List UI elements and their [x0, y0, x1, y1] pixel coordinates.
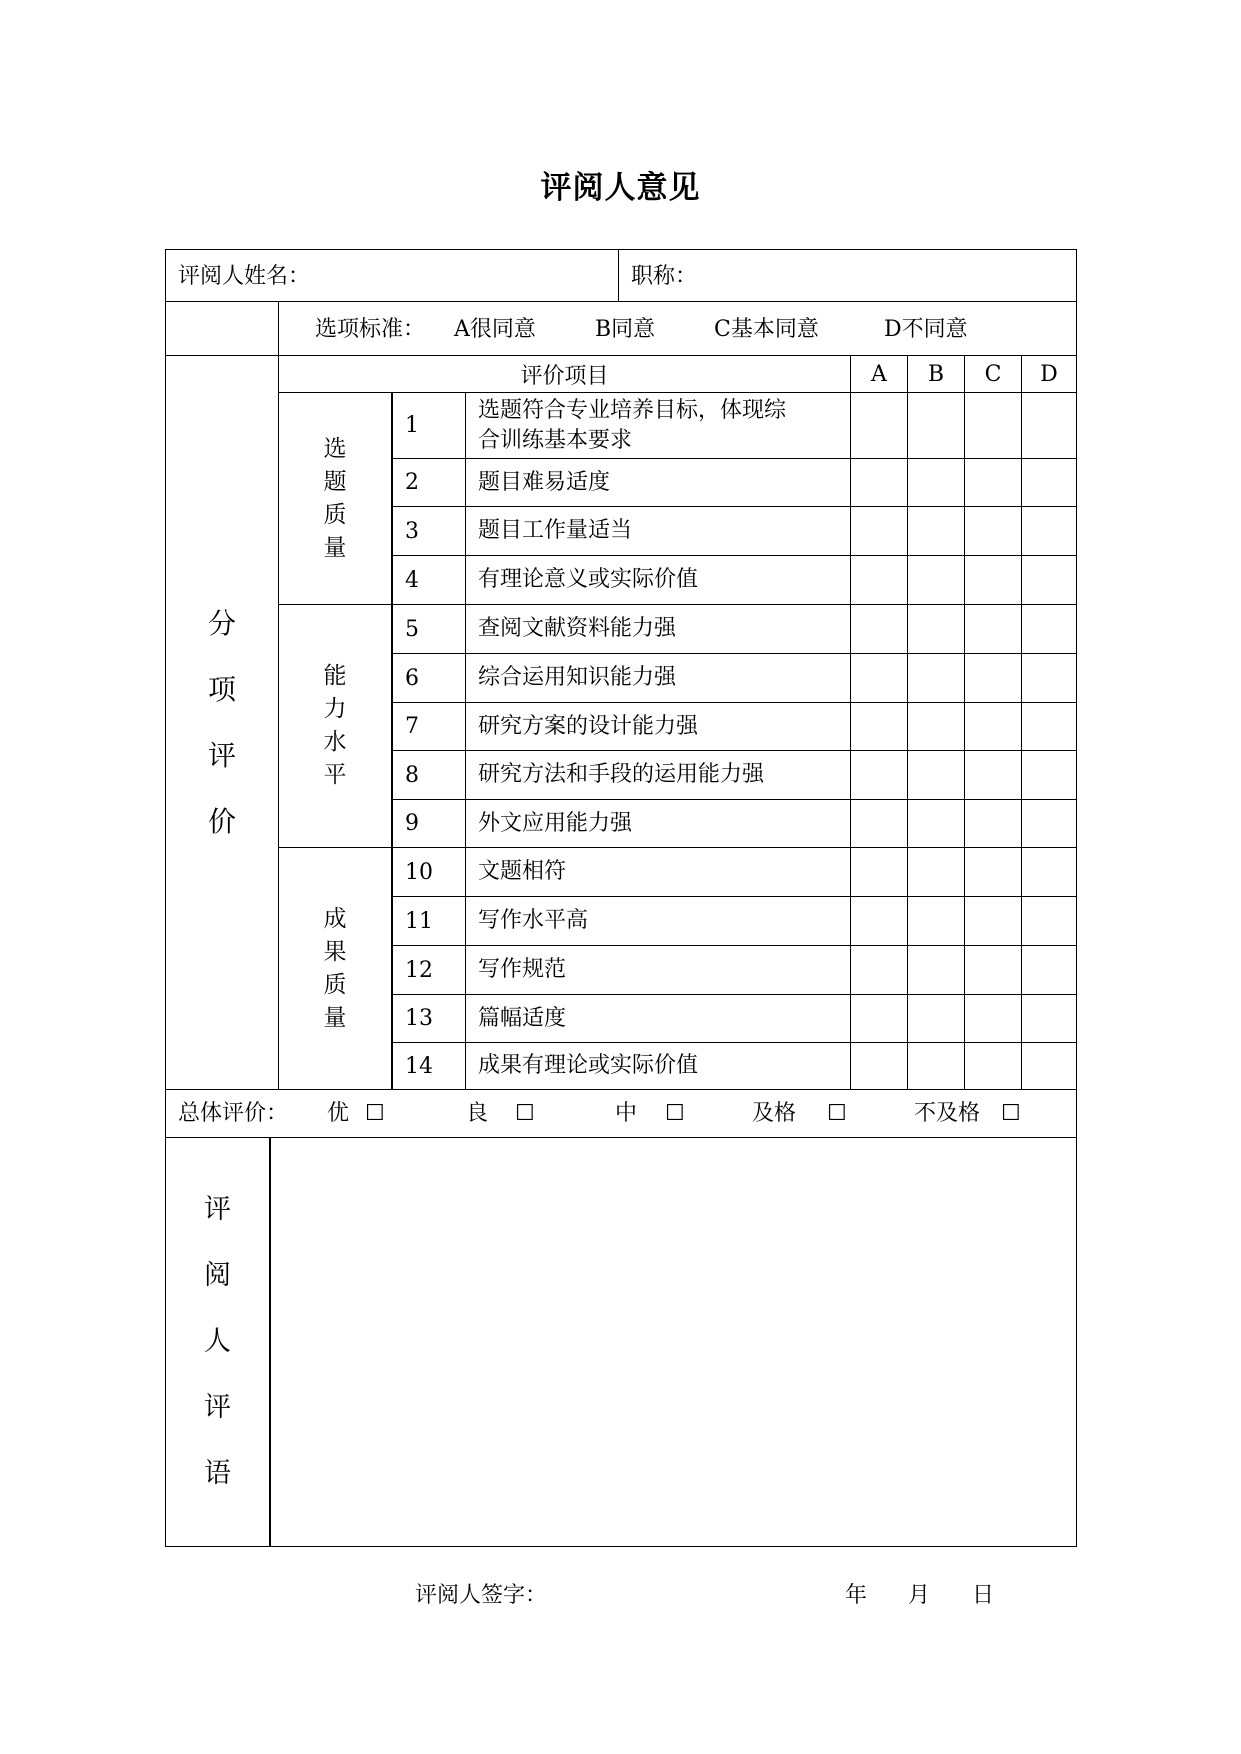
item-number: 9: [405, 811, 419, 836]
comments-label-char: 评: [204, 1194, 231, 1225]
item-text: [478, 396, 786, 456]
overall-cell: [165, 1089, 1077, 1138]
item-grade-b-cell[interactable]: [907, 750, 965, 800]
group-name: [320, 903, 350, 1035]
group-name-char: 成: [323, 905, 347, 932]
criteria-option-d: D不同意: [884, 317, 968, 342]
item-grade-c-cell[interactable]: [964, 653, 1022, 703]
overall-option-medium: 中: [615, 1101, 638, 1126]
overall-label: 总体评价：: [178, 1101, 289, 1126]
item-grade-c-cell[interactable]: [964, 994, 1022, 1043]
item-grade-d-cell[interactable]: [1021, 799, 1077, 848]
item-number: 6: [405, 665, 419, 691]
section-label: [202, 591, 242, 855]
header-grade-b: [907, 355, 965, 393]
item-grade-a-cell[interactable]: [850, 1042, 908, 1090]
group-name-char: 选: [323, 435, 347, 462]
comments-label-char: 评: [204, 1392, 231, 1423]
reviewer-name-label: 评阅人姓名：: [178, 264, 311, 289]
group-name: [320, 660, 350, 792]
item-number-cell: [392, 1042, 466, 1090]
criteria-option-b: B同意: [595, 317, 656, 342]
item-grade-d-cell[interactable]: [1021, 506, 1077, 556]
item-number-cell: [392, 392, 466, 459]
reviewer-name-cell[interactable]: [165, 249, 619, 302]
item-text-line: 题目难易适度: [478, 469, 611, 495]
item-grade-a-cell[interactable]: [850, 994, 908, 1043]
item-text-line: 外文应用能力强: [478, 810, 633, 836]
item-text-line: 写作规范: [478, 957, 567, 982]
header-grade-c: [964, 355, 1022, 393]
header-grade-label: C: [984, 361, 1002, 387]
overall-checkbox-fail[interactable]: ☐: [1001, 1101, 1021, 1126]
item-grade-a-cell[interactable]: [850, 392, 908, 459]
criteria-option-c: C基本同意: [714, 317, 819, 342]
item-text-cell: [465, 799, 851, 848]
group-name-char: 题: [323, 468, 347, 495]
item-text-line: 选题符合专业培养目标，体现综: [478, 397, 787, 423]
item-number-cell: [392, 555, 466, 605]
comments-label-cell: [165, 1137, 270, 1547]
item-number-cell: [392, 750, 466, 800]
item-text: [478, 712, 698, 742]
item-text-cell: [465, 555, 851, 605]
overall-checkbox-pass[interactable]: ☐: [827, 1101, 847, 1126]
item-text-line: 文题相符: [478, 859, 567, 884]
header-grade-label: D: [1040, 361, 1058, 387]
criteria-option-a: A很同意: [454, 317, 536, 342]
overall-checkbox-excellent[interactable]: ☐: [365, 1101, 385, 1126]
item-grade-b-cell[interactable]: [907, 847, 965, 897]
group-name-char: 果: [323, 938, 347, 965]
item-grade-a-cell[interactable]: [850, 702, 908, 751]
item-grade-a-cell[interactable]: [850, 896, 908, 946]
item-grade-d-cell[interactable]: [1021, 653, 1077, 703]
item-text-cell: [465, 896, 851, 946]
item-number-cell: [392, 847, 466, 897]
item-grade-a-cell[interactable]: [850, 604, 908, 654]
item-number-cell: [392, 702, 466, 751]
item-text-cell: [465, 750, 851, 800]
item-text-line: 研究方法和手段的运用能力强: [478, 762, 765, 787]
header-grade-label: B: [927, 361, 945, 387]
group-name-char: 能: [323, 663, 347, 689]
section-label-char: 分: [207, 606, 236, 640]
job-title-label: 职称：: [631, 264, 698, 289]
item-text-line: 篇幅适度: [478, 1005, 567, 1031]
overall-option-excellent: 优: [327, 1101, 350, 1126]
item-text-cell: [465, 653, 851, 703]
item-number: 13: [405, 1006, 433, 1031]
item-text: [478, 468, 610, 498]
group-name-char: 力: [323, 696, 347, 722]
item-text-cell: [465, 458, 851, 507]
item-number-cell: [392, 994, 466, 1043]
item-text-cell: [465, 604, 851, 654]
section-label-char: 评: [207, 738, 236, 772]
item-grade-c-cell[interactable]: [964, 847, 1022, 897]
criteria-cell: [278, 301, 1077, 356]
item-number-cell: [392, 799, 466, 848]
signature-month: 月: [908, 1583, 931, 1608]
item-grade-a-cell[interactable]: [850, 750, 908, 800]
criteria-blank-cell: [165, 301, 279, 356]
group-name: [320, 433, 350, 565]
review-form: [165, 249, 1077, 1547]
item-grade-c-cell[interactable]: [964, 392, 1022, 459]
item-number: 1: [405, 413, 419, 438]
signature-day: 日: [972, 1583, 995, 1608]
item-grade-b-cell[interactable]: [907, 555, 965, 605]
item-grade-a-cell[interactable]: [850, 555, 908, 605]
item-grade-a-cell[interactable]: [850, 506, 908, 556]
item-text-line: 题目工作量适当: [478, 518, 633, 543]
item-grade-b-cell[interactable]: [907, 702, 965, 751]
item-grade-b-cell[interactable]: [907, 604, 965, 654]
section-label-cell: [165, 355, 279, 1090]
item-grade-c-cell[interactable]: [964, 506, 1022, 556]
group-name-char: 质: [323, 501, 347, 528]
item-grade-d-cell[interactable]: [1021, 1042, 1077, 1090]
group-name-char: 量: [323, 534, 347, 561]
item-grade-a-cell[interactable]: [850, 847, 908, 897]
item-text-cell: [465, 945, 851, 995]
signature-year: 年: [845, 1583, 868, 1608]
item-grade-c-cell[interactable]: [964, 896, 1022, 946]
header-item-cell: [278, 355, 851, 393]
job-title-cell[interactable]: [618, 249, 1077, 302]
group-name-char: 平: [323, 762, 347, 788]
item-number: 12: [405, 957, 433, 983]
overall-option-pass: 及格: [752, 1101, 797, 1126]
group-name-cell-result-quality: [278, 847, 392, 1090]
item-grade-b-cell[interactable]: [907, 945, 965, 995]
item-grade-c-cell[interactable]: [964, 750, 1022, 800]
overall-option-fail: 不及格: [914, 1101, 981, 1126]
header-item: 评价项目: [520, 363, 609, 389]
criteria-label: 选项标准：: [315, 317, 426, 342]
item-text: [478, 809, 632, 839]
item-text-cell: [465, 994, 851, 1043]
group-name-char: 量: [323, 1004, 347, 1031]
group-name-char: 质: [323, 971, 347, 998]
item-number-cell: [392, 945, 466, 995]
item-number-cell: [392, 604, 466, 654]
item-grade-d-cell[interactable]: [1021, 702, 1077, 751]
item-number: 5: [405, 616, 419, 642]
item-text-line: 写作水平高: [478, 908, 589, 933]
item-text: [478, 857, 566, 887]
header-grade-label: A: [871, 361, 887, 387]
comments-area[interactable]: [269, 1137, 1077, 1547]
item-grade-c-cell[interactable]: [964, 604, 1022, 654]
item-number-cell: [392, 653, 466, 703]
section-label-char: 项: [207, 672, 236, 706]
item-number: 4: [405, 567, 419, 593]
item-text: [478, 906, 588, 936]
item-grade-b-cell[interactable]: [907, 799, 965, 848]
overall-checkbox-medium[interactable]: ☐: [665, 1101, 685, 1126]
comments-label-char: 语: [204, 1458, 231, 1489]
item-grade-d-cell[interactable]: [1021, 604, 1077, 654]
item-number: 8: [405, 762, 419, 788]
item-text-line: 查阅文献资料能力强: [478, 616, 677, 641]
overall-checkbox-good[interactable]: ☐: [515, 1101, 535, 1126]
item-text-cell: [465, 1042, 851, 1090]
item-number: 11: [405, 908, 433, 934]
item-grade-d-cell[interactable]: [1021, 945, 1077, 995]
item-text-cell: [465, 506, 851, 556]
item-grade-c-cell[interactable]: [964, 799, 1022, 848]
item-grade-d-cell[interactable]: [1021, 458, 1077, 507]
item-number: 7: [405, 714, 419, 739]
header-grade-d: [1021, 355, 1077, 393]
section-label-char: 价: [207, 804, 236, 838]
item-grade-b-cell[interactable]: [907, 1042, 965, 1090]
item-text: [478, 663, 676, 693]
item-number-cell: [392, 506, 466, 556]
item-text-line: 有理论意义或实际价值: [478, 567, 699, 592]
item-grade-d-cell[interactable]: [1021, 392, 1077, 459]
item-grade-c-cell[interactable]: [964, 555, 1022, 605]
page-title: 评阅人意见: [540, 170, 701, 206]
item-grade-d-cell[interactable]: [1021, 555, 1077, 605]
item-number-cell: [392, 458, 466, 507]
item-grade-b-cell[interactable]: [907, 994, 965, 1043]
item-text: [478, 760, 764, 790]
item-text: [478, 1051, 698, 1081]
item-text-line: 综合运用知识能力强: [478, 665, 677, 690]
comments-label-char: 人: [204, 1326, 231, 1357]
item-grade-c-cell[interactable]: [964, 702, 1022, 751]
group-name-char: 水: [323, 729, 347, 755]
overall-option-good: 良: [466, 1101, 489, 1126]
item-grade-a-cell[interactable]: [850, 945, 908, 995]
item-grade-b-cell[interactable]: [907, 896, 965, 946]
comments-label-char: 阅: [204, 1260, 231, 1291]
item-text-cell: [465, 702, 851, 751]
item-grade-b-cell[interactable]: [907, 392, 965, 459]
item-text-line: 成果有理论或实际价值: [478, 1053, 699, 1078]
header-grade-a: [850, 355, 908, 393]
group-name-cell-topic-quality: [278, 392, 392, 605]
item-grade-d-cell[interactable]: [1021, 750, 1077, 800]
item-grade-c-cell[interactable]: [964, 1042, 1022, 1090]
item-text: [478, 955, 566, 985]
item-text-cell: [465, 392, 851, 459]
item-grade-c-cell[interactable]: [964, 945, 1022, 995]
signature-label: 评阅人签字：: [415, 1583, 548, 1608]
item-number: 14: [405, 1053, 433, 1079]
item-grade-b-cell[interactable]: [907, 458, 965, 507]
item-text: [478, 614, 676, 644]
item-grade-c-cell[interactable]: [964, 458, 1022, 507]
item-text: [478, 565, 698, 595]
item-grade-b-cell[interactable]: [907, 653, 965, 703]
item-text: [478, 1004, 566, 1034]
item-text-line: 合训练基本要求: [478, 427, 633, 453]
item-text-line: 研究方案的设计能力强: [478, 713, 699, 739]
item-grade-a-cell[interactable]: [850, 458, 908, 507]
item-grade-b-cell[interactable]: [907, 506, 965, 556]
comments-label: [198, 1177, 238, 1507]
group-name-cell-ability: [278, 604, 392, 848]
item-text: [478, 516, 632, 546]
item-grade-a-cell[interactable]: [850, 653, 908, 703]
item-grade-d-cell[interactable]: [1021, 896, 1077, 946]
item-grade-a-cell[interactable]: [850, 799, 908, 848]
item-grade-d-cell[interactable]: [1021, 994, 1077, 1043]
item-text-cell: [465, 847, 851, 897]
item-number: 3: [405, 518, 419, 544]
item-number-cell: [392, 896, 466, 946]
item-number: 10: [405, 859, 433, 885]
item-number: 2: [405, 470, 419, 495]
item-grade-d-cell[interactable]: [1021, 847, 1077, 897]
